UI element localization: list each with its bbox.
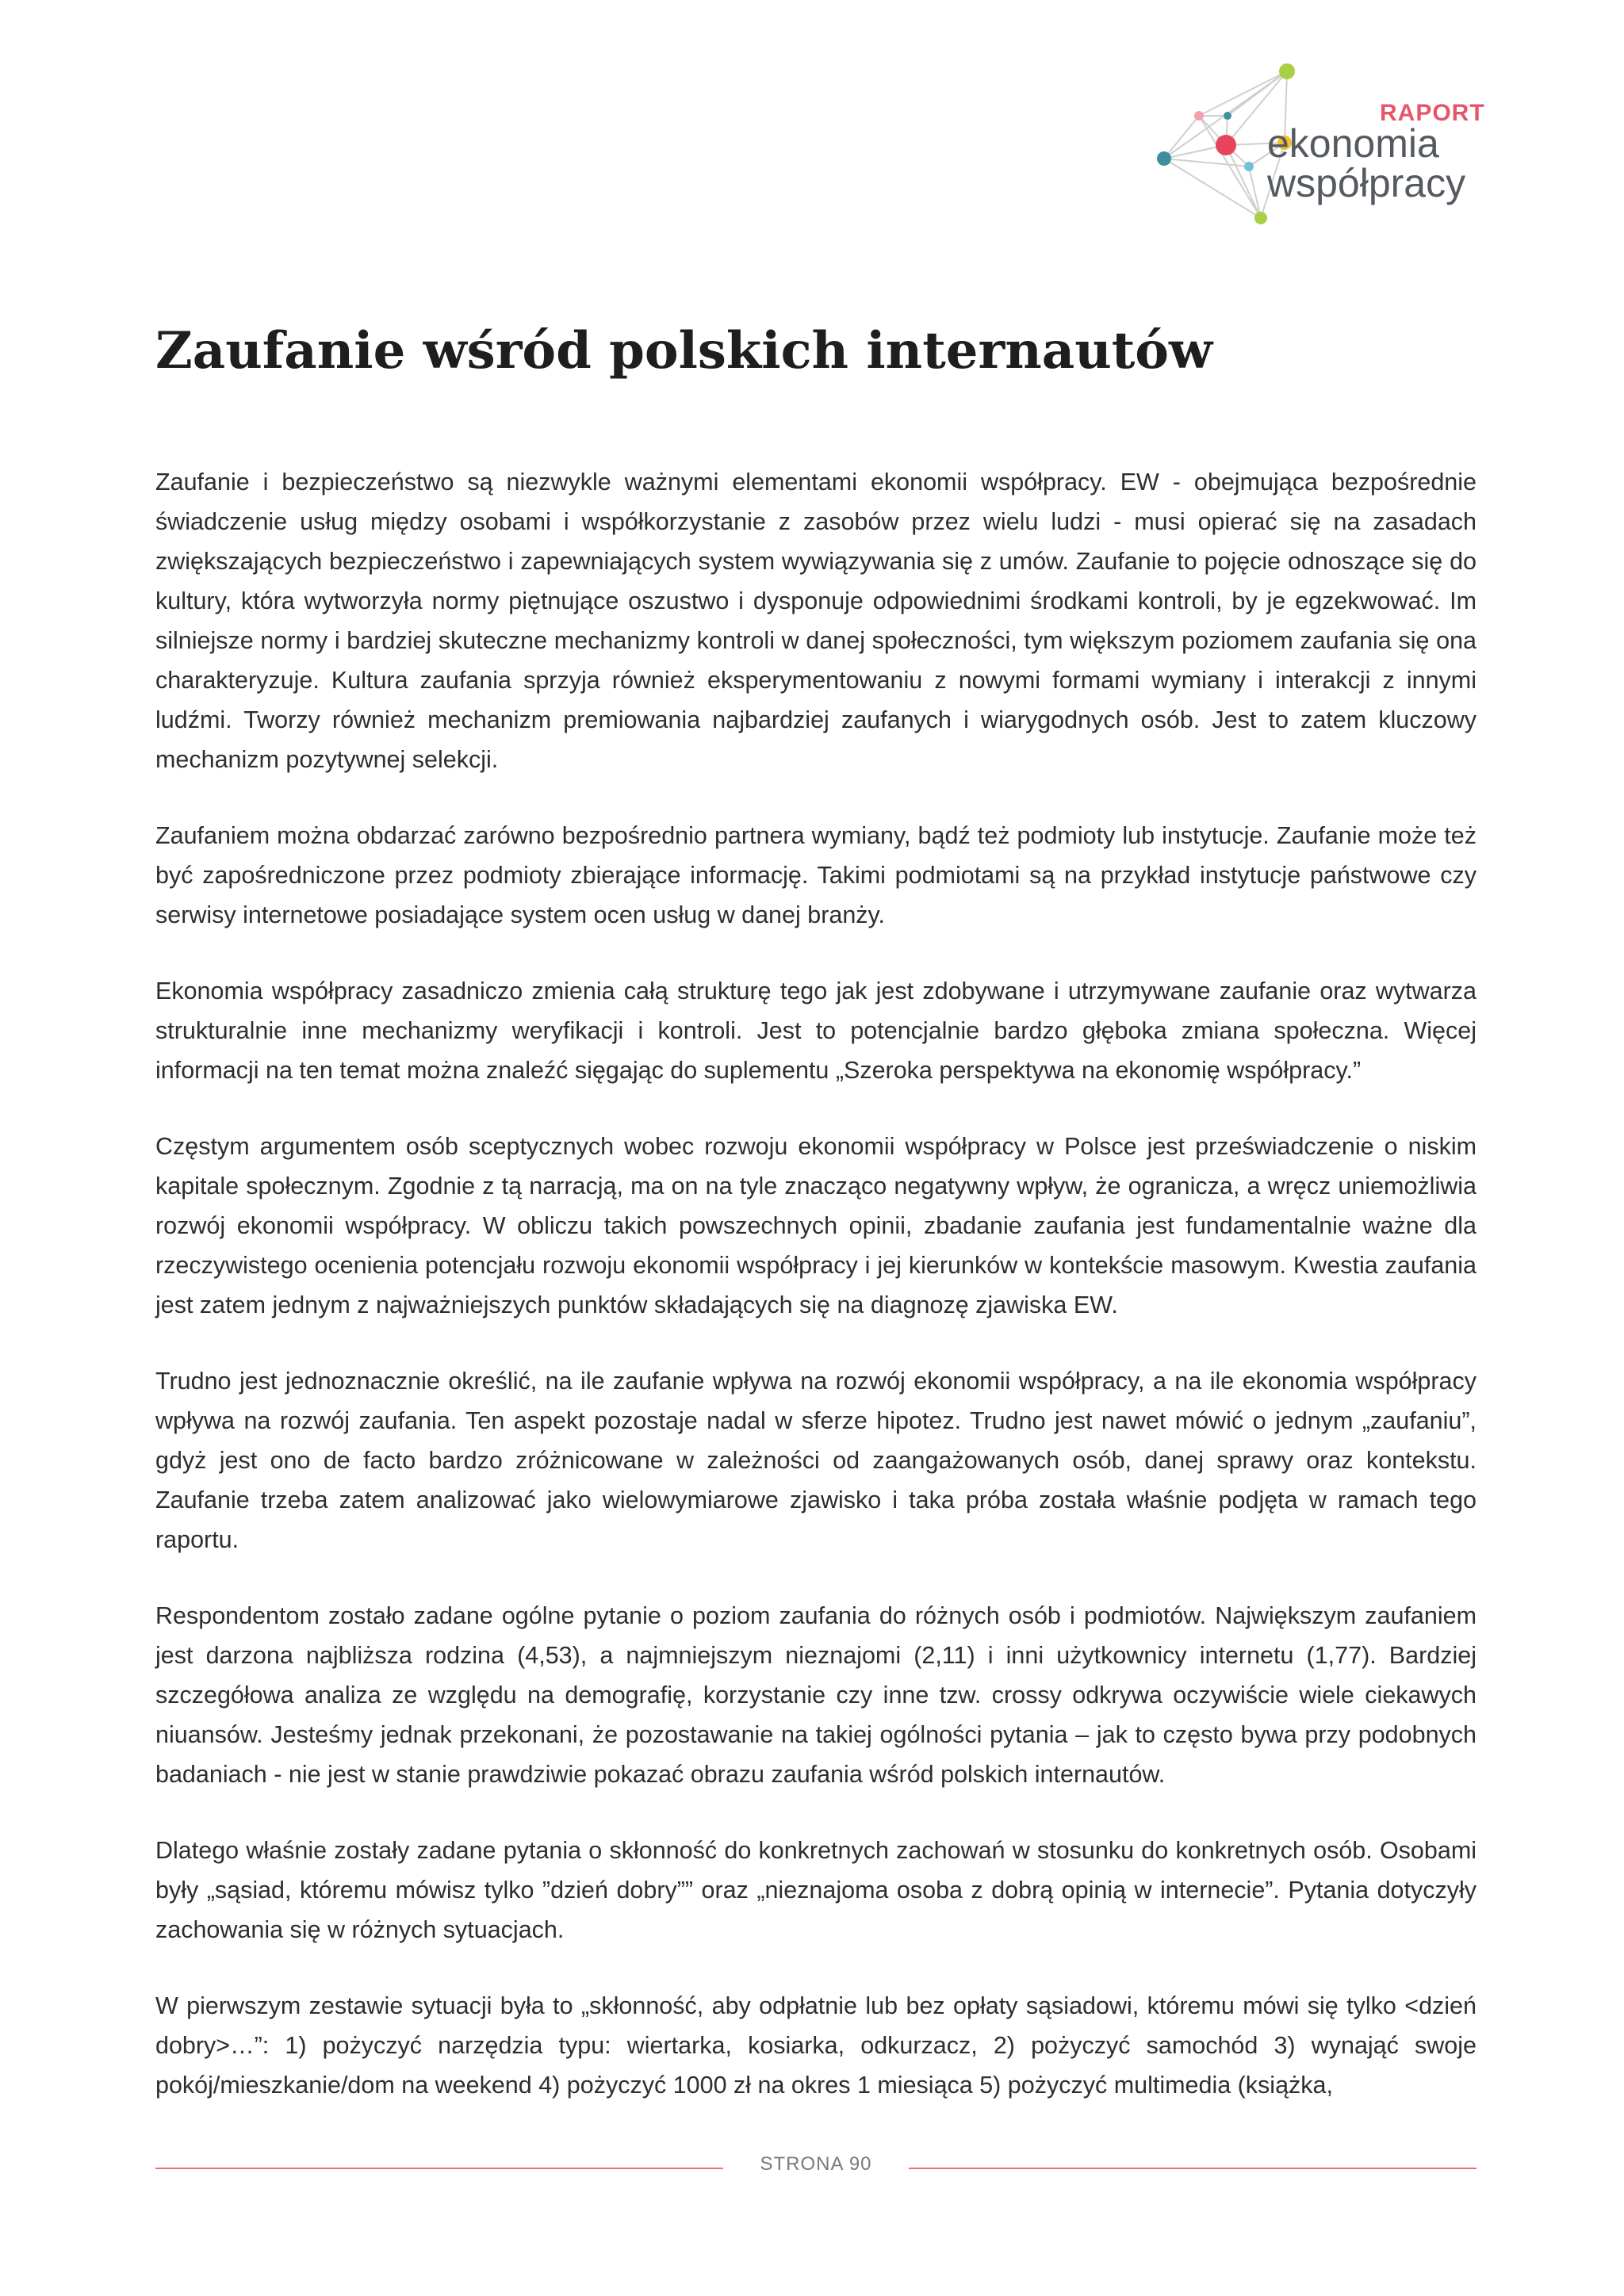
logo-wordmark-line1: ekonomia [1267, 121, 1439, 166]
page-title: Zaufanie wśród polskich internautów [155, 321, 1213, 381]
paragraph: Zaufaniem można obdarzać zarówno bezpośrednio partnera wymiany, bądź też podmioty lub instytucje. Zaufanie może też być zapośredniczone przez podmioty zbierające informację. Takimi podmiotami są na przykład instytucje państwowe czy serwisy internetowe posiadające system ocen usług w danej branży. [155, 822, 1477, 928]
paragraph: Ekonomia współpracy zasadniczo zmienia całą strukturę tego jak jest zdobywane i utrzymywane zaufanie oraz wytwarza strukturalnie inne mechanizmy weryfikacji i kontroli. Jest to potencjalnie bardzo głęboka zmiana społeczna. Więcej informacji na ten temat można znaleźć sięgając do suplementu „Szeroka perspektywa na ekonomię współpracy.” [155, 978, 1477, 1084]
report-logo [1142, 55, 1491, 230]
footer-rule-right [909, 2168, 1477, 2169]
paragraph: Zaufanie i bezpieczeństwo są niezwykle ważnymi elementami ekonomii współpracy. EW - obejmująca bezpośrednie świadczenie usług między osobami i współkorzystanie z zasobów przez wielu ludzi - musi opierać się na zasadach zwiększających bezpieczeństwo i zapewniających system wywiązywania się z umów. Zaufanie to pojęcie odnoszące się do kultury, która wytworzyła normy piętnujące oszustwo i dysponuje odpowiednimi środkami kontroli, by je egzekwować. Im silniejsze normy i bardziej skuteczne mechanizmy kontroli w danej społeczności, tym większym poziomem zaufania się ona charakteryzuje. Kultura zaufania sprzyja również eksperymentowaniu z nowymi formami wymiany i interakcji z innymi ludźmi. Tworzy również mechanizm premiowania najbardziej zaufanych i wiarygodnych osób. Jest to zatem kluczowy mechanizm pozytywnej selekcji. [155, 469, 1477, 773]
body-text [155, 462, 1477, 2141]
page-footer [155, 2152, 1477, 2183]
paragraph: Respondentom zostało zadane ogólne pytanie o poziom zaufania do różnych osób i podmiotów. Największym zaufaniem jest darzona najbliższa rodzina (4,53), a najmniejszym nieznajomi (2,11) i inni użytkownicy internetu (1,77). Bardziej szczegółowa analiza ze względu na demografię, korzystanie czy inne tzw. crossy odkrywa oczywiście wiele ciekawych niuansów. Jesteśmy jednak przekonani, że pozostawanie na takiej ogólności pytania – jak to często bywa przy podobnych badaniach - nie jest w stanie prawdziwie pokazać obrazu zaufania wśród polskich internautów. [155, 1602, 1477, 1788]
paragraph: W pierwszym zestawie sytuacji była to „skłonność, aby odpłatnie lub bez opłaty sąsiadowi, któremu mówi się tylko <dzień dobry>…”: 1) pożyczyć narzędzia typu: wiertarka, kosiarka, odkurzacz, 2) pożyczyć samochód 3) wynająć swoje pokój/mieszkanie/dom na weekend 4) pożyczyć 1000 zł na okres 1 miesiąca 5) pożyczyć multimedia (książka, [155, 1992, 1477, 2099]
logo-wordmark-line2: współpracy [1267, 161, 1466, 205]
paragraph: Częstym argumentem osób sceptycznych wobec rozwoju ekonomii współpracy w Polsce jest przeświadczenie o niskim kapitale społecznym. Zgodnie z tą narracją, ma on na tyle znacząco negatywny wpływ, że ogranicza, a wręcz uniemożliwia rozwój ekonomii współpracy. W obliczu takich powszechnych opinii, zbadanie zaufania jest fundamentalnie ważne dla rzeczywistego ocenienia potencjału rozwoju ekonomii współpracy i jej kierunków w kontekście masowym. Kwestia zaufania jest zatem jednym z najważniejszych punktów składających się na diagnozę zjawiska EW. [155, 1133, 1477, 1318]
page-number: STRONA 90 [760, 2153, 872, 2175]
logo-label: RAPORT [1380, 100, 1485, 126]
paragraph: Dlatego właśnie zostały zadane pytania o skłonność do konkretnych zachowań w stosunku do konkretnych osób. Osobami były „sąsiad, któremu mówisz tylko ”dzień dobry”” oraz „nieznajoma osoba z dobrą opinią w internecie”. Pytania dotyczyły zachowania się w różnych sytuacjach. [155, 1837, 1477, 1943]
paragraph: Trudno jest jednoznacznie określić, na ile zaufanie wpływa na rozwój ekonomii współpracy, a na ile ekonomia współpracy wpływa na rozwój zaufania. Ten aspekt pozostaje nadal w sferze hipotez. Trudno jest nawet mówić o jednym „zaufaniu”, gdyż jest ono de facto bardzo zróżnicowane w zależności od zaangażowanych osób, danej sprawy oraz kontekstu. Zaufanie trzeba zatem analizować jako wielowymiarowe zjawisko i taka próba została właśnie podjęta w ramach tego raportu. [155, 1368, 1477, 1553]
